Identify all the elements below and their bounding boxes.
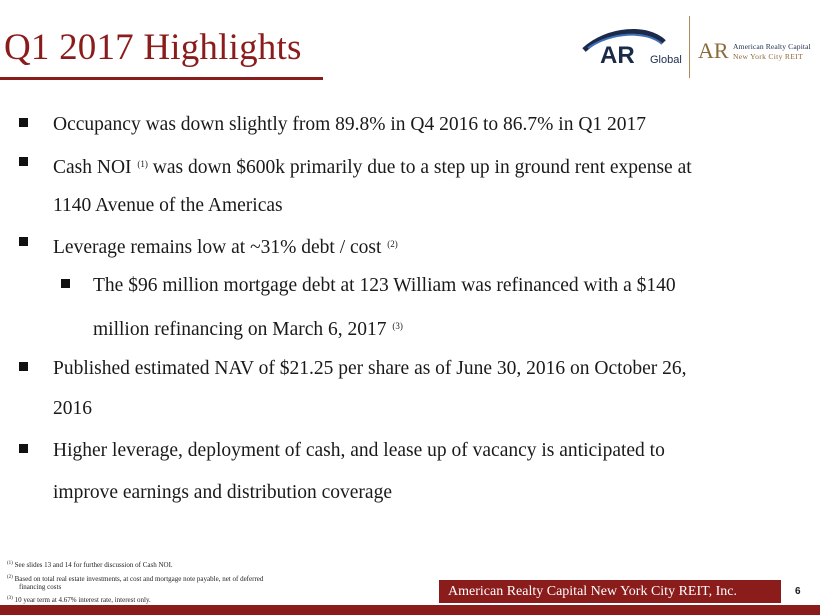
arc-logo-subname: New York City REIT — [733, 52, 803, 61]
sub-bullet-square-icon — [61, 279, 70, 288]
bullet-cash-noi-line2: 1140 Avenue of the Americas — [53, 195, 283, 216]
footnote-2-ref: (2) — [7, 575, 13, 580]
bullet-cash-noi — [53, 145, 692, 187]
footnote-ref: (1) — [137, 159, 148, 169]
footer-rule — [0, 605, 820, 615]
arc-mark-letters: AR — [698, 38, 729, 63]
bullet-nav: Published estimated NAV of $21.25 per share as of June 30, 2016 on October 26, — [53, 358, 687, 379]
footnote-1-ref: (1) — [7, 561, 13, 566]
footnote-3-text: 10 year term at 4.67% interest rate, interest only. — [14, 596, 151, 604]
bullet-leverage-outlook: Higher leverage, deployment of cash, and lease up of vacancy is anticipated to — [53, 440, 665, 461]
logo-divider — [689, 16, 690, 78]
bullet-leverage — [53, 225, 398, 267]
sub-bullet-refinancing-line2 — [93, 307, 403, 349]
bullet-cash-noi-text-cont: was down $600k primarily due to a step up in ground rent expense at — [147, 157, 692, 178]
bullet-cash-noi-text: Cash NOI — [53, 157, 137, 178]
arc-mark-icon — [697, 36, 731, 70]
footnote-2-text: Based on total real estate investments, at cost and mortgage note payable, net of deferred — [14, 575, 264, 583]
footnote-ref: (3) — [392, 321, 403, 331]
bullet-square-icon — [19, 157, 28, 166]
ar-global-text: Global — [650, 54, 682, 66]
bullet-square-icon — [19, 118, 28, 127]
footnote-1-text: See slides 13 and 14 for further discussion of Cash NOI. — [14, 561, 173, 569]
sub-bullet-refinancing-text: million refinancing on March 6, 2017 — [93, 319, 392, 340]
bullet-square-icon — [19, 362, 28, 371]
footnote-1 — [7, 559, 173, 570]
sub-bullet-refinancing: The $96 million mortgage debt at 123 William was refinanced with a $140 — [93, 275, 676, 296]
bullet-leverage-text: Leverage remains low at ~31% debt / cost — [53, 237, 387, 258]
bullet-leverage-outlook-line2: improve earnings and distribution coverage — [53, 482, 392, 503]
title-underline — [0, 77, 323, 80]
page-number: 6 — [795, 586, 801, 597]
bullet-occupancy: Occupancy was down slightly from 89.8% in Q4 2016 to 86.7% in Q1 2017 — [53, 114, 647, 135]
footnote-ref: (2) — [387, 239, 398, 249]
bullet-square-icon — [19, 237, 28, 246]
footnote-3-ref: (3) — [7, 596, 13, 601]
arc-nyc-reit-logo — [697, 36, 817, 70]
footer-company-name: American Realty Capital New York City REIT, Inc. — [439, 580, 781, 603]
arc-logo-name: American Realty Capital — [733, 42, 811, 51]
bullet-square-icon — [19, 444, 28, 453]
footnote-3 — [7, 594, 151, 605]
footnote-2-cont: financing costs — [19, 583, 62, 591]
page-title: Q1 2017 Highlights — [4, 27, 302, 68]
ar-global-logo — [578, 28, 688, 72]
bullet-nav-line2: 2016 — [53, 398, 92, 419]
ar-global-mark: AR — [600, 42, 635, 69]
